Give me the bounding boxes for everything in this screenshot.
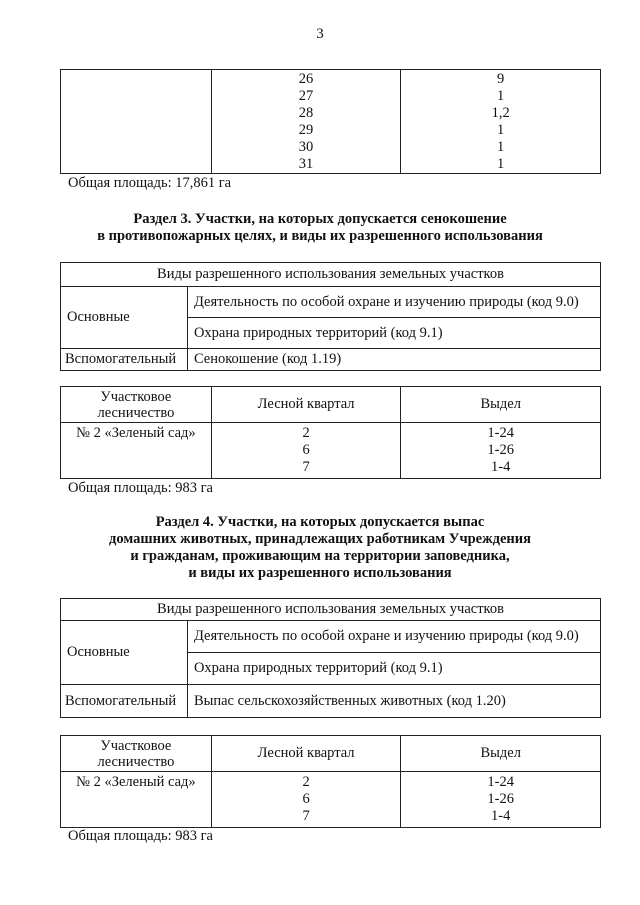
- vydel-list: [401, 71, 600, 173]
- page-number: 3: [316, 26, 324, 42]
- vydel-cell: 1,2: [491, 104, 510, 121]
- quarter-list: [212, 425, 401, 476]
- aux-use-item: Сенокошение (код 1.19): [187, 349, 600, 371]
- quarters-table-continued: [60, 69, 601, 174]
- permitted-use-table: [60, 598, 601, 718]
- column-header-quarter: Лесной квартал: [211, 387, 401, 423]
- vydel-cell: 1-4: [491, 459, 511, 475]
- vydel-cell: 1-24: [487, 425, 514, 441]
- vydel-cell: 1-4: [491, 808, 511, 824]
- column-header-vydel: Выдел: [401, 387, 601, 423]
- vydel-cell: 1: [497, 155, 505, 172]
- empty-district-cell: [61, 70, 212, 174]
- quarter-cell: 30: [298, 138, 314, 155]
- quarter-cell: 2: [302, 774, 310, 790]
- main-use-item: Охрана природных территорий (код 9.1): [187, 318, 600, 349]
- total-area: Общая площадь: 17,861 га: [68, 175, 232, 191]
- permitted-use-header: Виды разрешенного использования земельных участков: [61, 599, 601, 621]
- quarter-cell: 7: [302, 459, 310, 475]
- quarter-cell: 28: [298, 104, 314, 121]
- main-use-item: Охрана природных территорий (код 9.1): [187, 653, 600, 685]
- vydel-list: [401, 774, 600, 825]
- aux-use-item: Выпас сельскохозяйственных животных (код 1.20): [187, 685, 600, 718]
- column-header-district: Участковое лесничество: [61, 736, 212, 772]
- district-cell: № 2 «Зеленый сад»: [61, 423, 212, 479]
- permitted-use-table: [60, 262, 601, 371]
- total-area: Общая площадь: 983 га: [68, 480, 213, 496]
- quarter-list: [212, 774, 401, 825]
- quarter-cell: 31: [298, 155, 314, 172]
- forest-plot-table: [60, 386, 601, 479]
- vydel-cell: 1: [497, 87, 505, 104]
- section-4-heading: Раздел 4. Участки, на которых допускается выпас домашних животных, принадлежащих работникам Учреждения и гражданам, проживающим на территории заповедника, и виды их разрешенного использования: [109, 514, 531, 581]
- quarter-cell: 2: [302, 425, 310, 441]
- aux-use-label: Вспомогательный: [61, 685, 188, 718]
- forest-plot-table: [60, 735, 601, 828]
- column-header-district: Участковое лесничество: [61, 387, 212, 423]
- vydel-cell: 9: [497, 70, 505, 87]
- main-use-label: Основные: [61, 287, 188, 349]
- vydel-list: [401, 425, 600, 476]
- aux-use-label: Вспомогательный: [61, 349, 188, 371]
- quarter-cell: 6: [302, 442, 310, 458]
- quarter-cell: 27: [298, 87, 314, 104]
- main-use-item: Деятельность по особой охране и изучению природы (код 9.0): [187, 621, 600, 653]
- quarter-cell: 7: [302, 808, 310, 824]
- main-use-item: Деятельность по особой охране и изучению природы (код 9.0): [187, 287, 600, 318]
- column-header-quarter: Лесной квартал: [211, 736, 401, 772]
- district-cell: № 2 «Зеленый сад»: [61, 772, 212, 828]
- vydel-cell: 1-24: [487, 774, 514, 790]
- permitted-use-header: Виды разрешенного использования земельных участков: [61, 263, 601, 287]
- vydel-cell: 1-26: [487, 791, 514, 807]
- section-3-heading: Раздел 3. Участки, на которых допускается сенокошение в противопожарных целях, и виды их разрешенного использования: [97, 211, 543, 244]
- vydel-cell: 1-26: [487, 442, 514, 458]
- vydel-cell: 1: [497, 138, 505, 155]
- total-area: Общая площадь: 983 га: [68, 828, 213, 844]
- main-use-label: Основные: [61, 621, 188, 685]
- quarter-list: [212, 71, 401, 173]
- vydel-cell: 1: [497, 121, 505, 138]
- quarter-cell: 29: [298, 121, 314, 138]
- quarter-cell: 6: [302, 791, 310, 807]
- column-header-vydel: Выдел: [401, 736, 601, 772]
- quarter-cell: 26: [298, 70, 314, 87]
